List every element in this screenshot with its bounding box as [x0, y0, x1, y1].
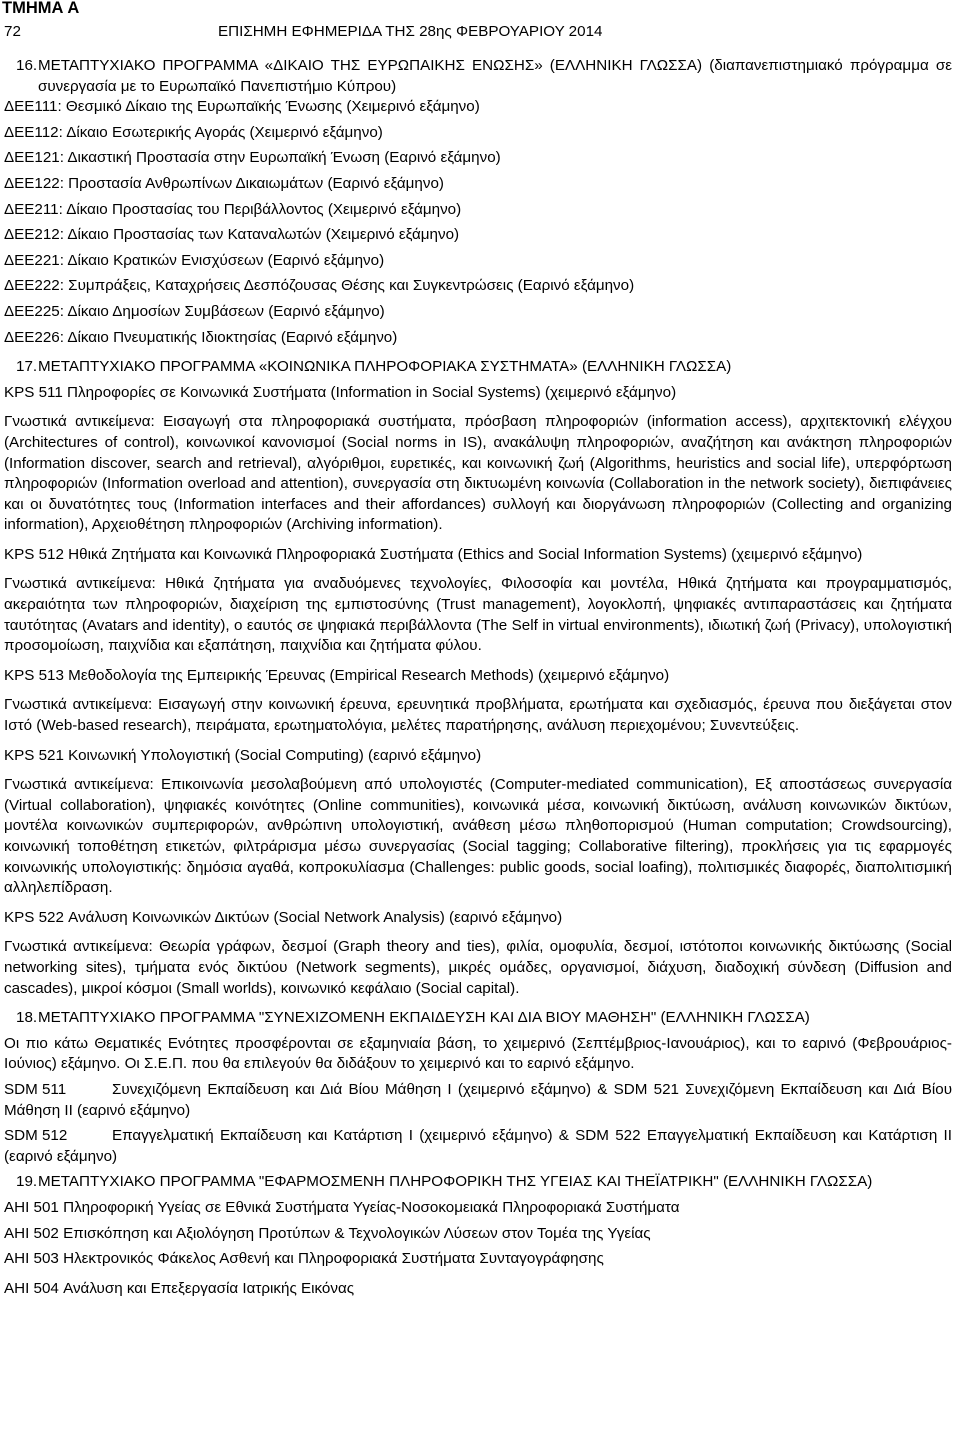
course-item: AHI 504 Ανάλυση και Επεξεργασία Ιατρικής Εικόνας: [4, 1279, 355, 1297]
program-code: SDM 511: [4, 1080, 67, 1098]
section-title: ΜΕΤΑΠΤΥΧΙΑΚΟ ΠΡΟΓΡΑΜΜΑ «ΚΟΙΝΩΝΙΚΑ ΠΛΗΡΟΦΟΡΙΑΚΑ ΣΥΣΤΗΜΑΤΑ» (ΕΛΛΗΝΙΚΗ ΓΛΩΣΣΑ): [38, 358, 732, 376]
course-description: Γνωστικά αντικείμενα: Εισαγωγή στα πληροφοριακά συστήματα, πρόσβαση πληροφοριών (information access), αρχιτεκτονική ελέγχου (Architectures of control), κοινωνικοί κανονισμοί (Social norms in IS), ανακάλυψη πληροφοριών, αναζήτηση και ανάκτηση πληροφοριών (Information discover, search and retrieval), αλγόριθμοι, ευρετικές, και κοινωνική ζωή (Algorithms, heuristics and social life), υπερφόρτωση πληροφοριών (Information overload and attention), συνεργασία στη δικτυωμένη κοινωνία (Collaboration in the network society), διεπιφάνειες και οι δυνατότητες τους (Information interfaces and their affordances) συλλογή και διοργάνωση πληροφοριών (Collecting and organizing information), Αρχειοθέτηση πληροφοριών (Archiving information).: [4, 413, 952, 534]
course-item: AHI 501 Πληροφορική Υγείας σε Εθνικά Συστήματα Υγείας-Νοσοκομειακά Πληροφοριακά Συστήματα: [4, 1198, 680, 1216]
course-title: KPS 511 Πληροφορίες σε Κοινωνικά Συστήματα (Information in Social Systems) (χειμερινό εξάμηνο): [4, 383, 677, 401]
course-item: ΔΕΕ226: Δίκαιο Πνευματικής Ιδιοκτησίας (Εαρινό εξάμηνο): [4, 328, 398, 346]
course-description: Γνωστικά αντικείμενα: Επικοινωνία μεσολαβούμενη από υπολογιστές (Computer-mediated communication), Εξ αποστάσεως συνεργασία (Virtual collaboration), ψηφιακές κοινότητες (Online communities), κοινωνικά μέσα, κοινωνική δικτύωση, ανάλυση κοινωνικών δικτύων, μοντέλα κοινωνικών συμπεριφορών, ανθρώπινη υπολογιστική, ανάθεση μέσω πληθοπορισμού (Human computation; Crowdsourcing), κοινωνική τοποθέτηση ετικετών, φιλτράρισμα μέσω συνεργασίας (Social tagging; Collaborative filtering), προκλήσεις για τις εφαρμογές κοινωνικής υπολογιστικής: δημόσια αγαθά, κοπροκυλίασμα (Challenges: public goods, social loafing), πολιτισμικές διαφορές, διαπολιτισμική αλληλεπίδραση.: [4, 776, 952, 897]
course-item: ΔΕΕ122: Προστασία Ανθρωπίνων Δικαιωμάτων (Εαρινό εξάμηνο): [4, 174, 444, 192]
page-header: [4, 22, 602, 42]
course-item: ΔΕΕ212: Δίκαιο Προστασίας των Καταναλωτών (Χειμερινό εξάμηνο): [4, 226, 460, 244]
course-title: KPS 512 Ηθικά Ζητήματα και Κοινωνικά Πληροφοριακά Συστήματα (Ethics and Social Information Systems) (χειμερινό εξάμηνο): [4, 545, 863, 563]
course-item: AHI 503 Ηλεκτρονικός Φάκελος Ασθενή και Πληροφοριακά Συστήματα Συνταγογράφησης: [4, 1250, 604, 1268]
section-title: ΜΕΤΑΠΤΥΧΙΑΚΟ ΠΡΟΓΡΑΜΜΑ "ΕΦΑΡΜΟΣΜΕΝΗ ΠΛΗΡΟΦΟΡΙΚΗ ΤΗΣ ΥΓΕΙΑΣ ΚΑΙ ΤΗΕΪΑΤΡΙΚΗ" (ΕΛΛΗΝΙΚΗ ΓΛΩΣΣΑ): [38, 1173, 873, 1191]
course-item: ΔΕΕ221: Δίκαιο Κρατικών Ενισχύσεων (Εαρινό εξάμηνο): [4, 251, 385, 269]
course-title: KPS 513 Μεθοδολογία της Εμπειρικής Έρευνας (Empirical Research Methods) (χειμερινό εξάμηνο): [4, 666, 670, 684]
course-item: ΔΕΕ111: Θεσμικό Δίκαιο της Ευρωπαϊκής Ένωσης (Χειμερινό εξάμηνο): [4, 98, 480, 116]
program-item: [4, 1126, 952, 1167]
program-text: Επαγγελματική Εκπαίδευση και Κατάρτιση Ι (χειμερινό εξάμηνο) & SDM 522 Επαγγελματική Εκπαίδευση και Κατάρτιση ΙΙ (εαρινό εξάμηνο): [4, 1127, 952, 1165]
course-description: Γνωστικά αντικείμενα: Εισαγωγή στην κοινωνική έρευνα, ερευνητικά προβλήματα, ερωτήματα και σχεδιασμός, έρευνα που διεξάγεται στον Ιστό (Web-based research), πειράματα, ερωτηματολόγια, μελέτες παρατήρησης, ανάλυση περιεχομένου; Συνεντεύξεις.: [4, 696, 952, 735]
course-item: ΔΕΕ121: Δικαστική Προστασία στην Ευρωπαϊκή Ένωση (Εαρινό εξάμηνο): [4, 149, 501, 167]
course-title: KPS 521 Κοινωνική Υπολογιστική (Social Computing) (εαρινό εξάμηνο): [4, 746, 482, 764]
course-item: ΔΕΕ112: Δίκαιο Εσωτερικής Αγοράς (Χειμερινό εξάμηνο): [4, 123, 383, 141]
course-description: Γνωστικά αντικείμενα: Ηθικά ζητήματα για αναδυόμενες τεχνολογίες, Φιλοσοφία και μοντέλα, Ηθικά ζητήματα και προγραμματισμός, ακεραιότητα των πληροφοριών, διαχείριση της εμπιστοσύνης (Trust management), λογοκλοπή, ψηφιακές αντιπαραστάσεις και ζητήματα ταυτότητας (Avatars and identity), ο εαυτός σε ψηφιακά περιβάλλοντα (The Self in virtual environments), ιδιωτική ζωή (Privacy), υπολογιστική προσομοίωση, παιχνίδια και εξαπάτηση, παιχνίδια και ζητήματα φύλου.: [4, 575, 952, 655]
section-title: ΜΕΤΑΠΤΥΧΙΑΚΟ ΠΡΟΓΡΑΜΜΑ «ΔΙΚΑΙΟ ΤΗΣ ΕΥΡΩΠΑΙΚΗΣ ΕΝΩΣΗΣ» (ΕΛΛΗΝΙΚΗ ΓΛΩΣΣΑ) (διαπανεπιστημιακό πρόγραμμα σε συνεργασία με το Ευρωπαϊκό Πανεπιστήμιο Κύπρου): [38, 57, 952, 95]
page-number: 72: [4, 23, 21, 40]
program-code: SDM 512: [4, 1127, 68, 1145]
course-item: ΔΕΕ225: Δίκαιο Δημοσίων Συμβάσεων (Εαρινό εξάμηνο): [4, 302, 385, 320]
section-17-heading: [4, 357, 952, 378]
program-item: [4, 1080, 952, 1121]
page-content: [4, 56, 952, 1299]
section-intro: Οι πιο κάτω Θεματικές Ενότητες προσφέρονται σε εξαμηνιαία βάση, το χειμερινό (Σεπτέμβριος-Ιανουάριος), και το εαρινό (Φεβρουάριος-Ιούνιος) εξάμηνο. Οι Σ.Ε.Π. που θα επιλεγούν θα διδάξουν το χειμερινό και το εαρινό εξάμηνο.: [4, 1034, 952, 1073]
course-item: ΔΕΕ211: Δίκαιο Προστασίας του Περιβάλλοντος (Χειμερινό εξάμηνο): [4, 200, 462, 218]
section-number: 17.: [16, 358, 38, 376]
course-title: KPS 522 Ανάλυση Κοινωνικών Δικτύων (Social Network Analysis) (εαρινό εξάμηνο): [4, 908, 563, 926]
program-text: Συνεχιζόμενη Εκπαίδευση και Διά Βίου Μάθηση Ι (χειμερινό εξάμηνο) & SDM 521 Συνεχιζόμενη Εκπαίδευση και Διά Βίου Μάθηση ΙΙ (εαρινό εξάμηνο): [4, 1080, 952, 1119]
section-number: 16.: [16, 57, 38, 74]
section-title: ΜΕΤΑΠΤΥΧΙΑΚΟ ΠΡΟΓΡΑΜΜΑ "ΣΥΝΕΧΙΖΟΜΕΝΗ ΕΚΠΑΙΔΕΥΣΗ ΚΑΙ ΔΙΑ ΒΙΟΥ ΜΑΘΗΣΗ" (ΕΛΛΗΝΙΚΗ ΓΛΩΣΣΑ): [38, 1009, 810, 1027]
gazette-title: ΕΠΙΣΗΜΗ ΕΦΗΜΕΡΙΔΑ ΤΗΣ 28ης ΦΕΒΡΟΥΑΡΙΟΥ 2014: [218, 23, 603, 40]
course-description: Γνωστικά αντικείμενα: Θεωρία γράφων, δεσμοί (Graph theory and ties), φιλία, ομοφυλία, δεσμοί, ιστότοποι κοινωνικής δικτύωσης (Social networking sites), τμήματα ενός δικτύου (Network segments), μικρές ομάδες, οργανισμοί, διάχυση, διαδοχική σύνδεση (Diffusion and cascades), μικροί κόσμοι (Small worlds), κοινωνικό κεφάλαιο (Social capital).: [4, 938, 952, 997]
section-number: 19.: [16, 1173, 38, 1191]
course-item: AHI 502 Επισκόπηση και Αξιολόγηση Προτύπων & Τεχνολογικών Λύσεων στον Τομέα της Υγείας: [4, 1224, 651, 1242]
section-number: 18.: [16, 1009, 38, 1027]
section-18-heading: [4, 1008, 952, 1029]
section-19-heading: [4, 1172, 952, 1193]
section-tag: ΤΜΗΜΑ Α: [2, 0, 80, 17]
section-16-heading: [4, 56, 952, 97]
course-item: ΔΕΕ222: Συμπράξεις, Καταχρήσεις Δεσπόζουσας Θέσης και Συγκεντρώσεις (Εαρινό εξάμηνο): [4, 277, 635, 295]
